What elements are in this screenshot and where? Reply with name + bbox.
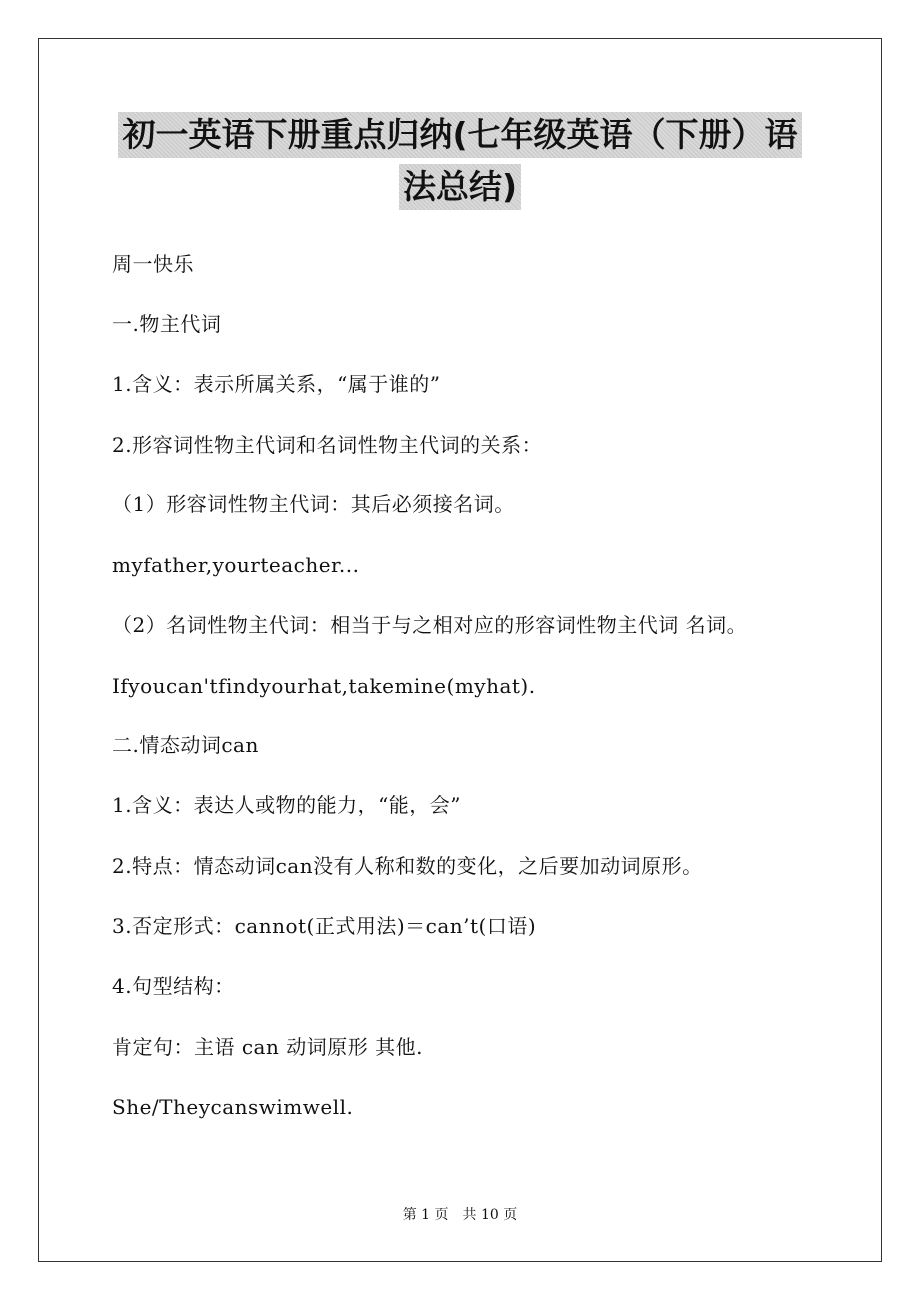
paragraph: 2.特点：情态动词can没有人称和数的变化，之后要加动词原形。	[112, 854, 703, 878]
paragraph: 1.含义：表示所属关系，“属于谁的”	[112, 372, 441, 396]
paragraph: 2.形容词性物主代词和名词性物主代词的关系：	[112, 433, 543, 457]
paragraph: （1）形容词性物主代词：其后必须接名词。	[112, 492, 515, 516]
title-line-2: 法总结)	[399, 164, 521, 210]
document-title	[60, 112, 860, 210]
example-sentence: She/Theycanswimwell.	[112, 1095, 354, 1119]
section-heading: 二.情态动词can	[112, 733, 259, 757]
example-sentence: myfather,yourteacher...	[112, 553, 360, 577]
paragraph: 1.含义：表达人或物的能力，“能，会”	[112, 793, 462, 817]
page-border	[38, 38, 882, 1262]
example-sentence: Ifyoucan'tfindyourhat,takemine(myhat).	[112, 674, 536, 698]
paragraph: 周一快乐	[112, 252, 194, 276]
section-heading: 一.物主代词	[112, 312, 222, 336]
paragraph: 4.句型结构：	[112, 974, 235, 998]
paragraph: 肯定句：主语 can 动词原形 其他.	[112, 1035, 423, 1059]
paragraph: （2）名词性物主代词：相当于与之相对应的形容词性物主代词 名词。	[112, 613, 748, 637]
page-number-footer: 第 1 页 共 10 页	[402, 1207, 518, 1223]
paragraph: 3.否定形式：cannot(正式用法)＝can’t(口语)	[112, 914, 537, 938]
title-line-1: 初一英语下册重点归纳(七年级英语（下册）语	[118, 112, 801, 158]
